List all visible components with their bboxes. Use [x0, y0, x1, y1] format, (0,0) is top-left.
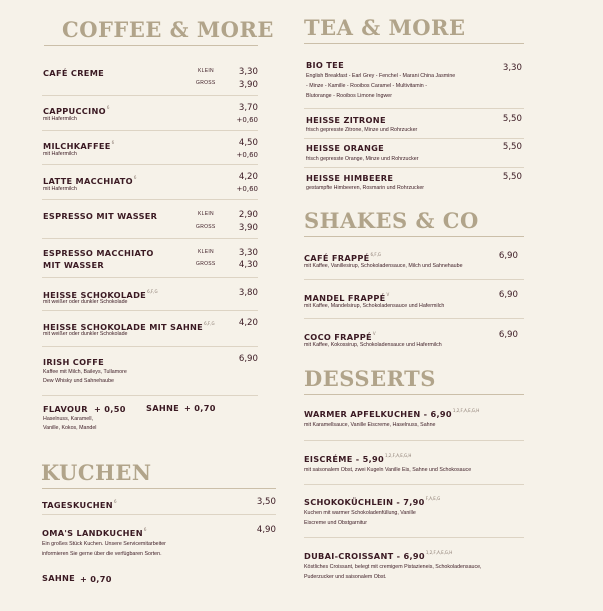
allergen-note: 6 [113, 499, 117, 504]
item-divider [42, 199, 258, 200]
item-divider [304, 138, 524, 139]
menu-item-description: mit Kaffee, Mandelsirup, Schokoladensauce und Hafermilch [304, 303, 445, 309]
allergen-note: 6 [106, 105, 110, 110]
flavour-options: Haselnuss, Karamell, [43, 416, 94, 422]
desserts-section-title: DESSERTS [304, 366, 436, 391]
item-divider [304, 108, 524, 109]
tea-title-divider [304, 43, 524, 44]
allergen-note: 6,F,G [204, 321, 215, 326]
item-divider [42, 238, 258, 239]
sahne-label: SAHNE [146, 403, 180, 413]
price-extra: +0,60 [236, 185, 258, 193]
menu-item-description: Kuchen mit warmer Schokoladenfüllung, Vanille [304, 510, 416, 516]
menu-item-name: LATTE MACCHIATO$^6$ [43, 175, 137, 186]
price-small: 3,30 [238, 248, 258, 258]
menu-item-description: mit saisonalem Obst, zwei Kugeln Vanille Eis, Sahne und Schokosauce [304, 467, 472, 473]
allergen-note: 1,2,F,A,E,G,H [452, 408, 480, 413]
size-label-small: KLEIN [198, 211, 214, 217]
menu-item-name: SCHOKOKÜCHLEIN - $7,90^{F,A,E,G}$ [304, 496, 441, 507]
menu-item-name: DUBAI-CROISSANT - $6,90^{1,2,F,A,E,G,H}$ [304, 550, 453, 561]
coffee-section-title: COFFEE & MORE [62, 17, 274, 42]
menu-item-description: gestampfte Himbeeren, Rosmarin und Rohrzucker [306, 185, 425, 191]
flavour-price: + 0,50 [94, 404, 126, 414]
item-divider [42, 277, 258, 278]
shakes-section-title: SHAKES & CO [304, 208, 479, 233]
allergen-note: V [372, 331, 376, 336]
item-divider [304, 279, 524, 280]
menu-item-description: Ein großes Stück Kuchen. Unsere Servicemitarbeiter [42, 541, 166, 547]
item-divider [42, 164, 258, 165]
item-divider [42, 514, 276, 515]
allergen-note: 6,F,G [370, 252, 382, 257]
price: 5,50 [502, 142, 522, 152]
price-large: 3,90 [238, 80, 258, 90]
menu-item-description: Köstliches Croissant, belegt mit cremigem Pistazieneis, Schokoladensauce, [304, 564, 482, 570]
price: 5,50 [502, 172, 522, 182]
menu-item-name: MILCHKAFFEE$^6$ [43, 140, 115, 151]
menu-item-description-line2: Dew Whisky und Sahnehaube [43, 378, 114, 384]
menu-item-name: HEISSE HIMBEERE [306, 173, 394, 183]
desserts-title-divider [304, 394, 524, 395]
menu-item-name: COCO $FRAPPÉ^V$ [304, 331, 376, 342]
menu-item-description-line3: Blutorange - Rooibos Limone Ingwer [306, 93, 392, 99]
allergen-note: 6 [143, 527, 147, 532]
menu-item-description-line2: - Minze - Kamille - Rooibos Caramel - Multivitamin - [306, 83, 427, 89]
allergen-note: F,A,E,G [425, 496, 441, 501]
menu-item-name: ESPRESSO MIT WASSER [43, 211, 158, 221]
item-divider [42, 346, 258, 347]
menu-item-description: frisch gepresste Orange, Minze und Rohrzucker [306, 156, 419, 162]
menu-item-description: mit Kaffee, Vanillesirup, Schokoladensauce, Milch und Sahnehaube [304, 263, 463, 269]
price: 6,90 [498, 290, 518, 300]
allergen-note: 1,2,F,A,E,G,H [425, 550, 453, 555]
kuchen-title-divider [42, 488, 276, 489]
menu-item-description: Kaffee mit Milch, Baileys, Tullamore [43, 369, 127, 375]
menu-item-description: mit Hafermilch [43, 116, 77, 122]
size-label-large: GROSS [196, 261, 216, 267]
menu-item-name: OMA'S LANDKUCHEN$^6$ [42, 527, 147, 538]
menu-item-description-line2: Eiscreme und Obstgarnitur [304, 520, 368, 526]
price: 5,50 [502, 114, 522, 124]
item-divider [304, 484, 524, 485]
size-label-small: KLEIN [198, 249, 214, 255]
price-small: 3,30 [238, 67, 258, 77]
price: 3,50 [256, 497, 276, 507]
item-divider [42, 130, 258, 131]
allergen-note: 1,2,F,A,E,G,H [384, 453, 412, 458]
item-divider [42, 395, 258, 396]
size-label-large: GROSS [196, 224, 216, 230]
price: 6,90 [238, 354, 258, 364]
item-divider [304, 318, 524, 319]
flavour-label: FLAVOUR [43, 404, 88, 414]
price: 3,30 [502, 63, 522, 73]
menu-item-name: ESPRESSO MACCHIATO [43, 248, 154, 258]
shakes-title-divider [304, 236, 524, 237]
price: 6,90 [498, 251, 518, 261]
price-extra: +0,60 [236, 151, 258, 159]
price: 4,20 [238, 318, 258, 328]
price-large: 4,30 [238, 260, 258, 270]
menu-item-description: mit Hafermilch [43, 151, 77, 157]
menu-item-description: mit Hafermilch [43, 186, 77, 192]
price-extra: +0,60 [236, 116, 258, 124]
menu-item-description-line2: informieren Sie gerne über die verfügbaren Sorten. [42, 551, 162, 557]
menu-item-description-line2: Puderzucker und saisonalem Obst. [304, 574, 387, 580]
menu-item-description: frisch gepresste Zitrone, Minze und Rohrzucker [306, 127, 418, 133]
menu-item-name: CAPPUCCINO$^6$ [43, 105, 110, 116]
menu-item-name: EISCRÉME - $5,90^{1,2,F,A,E,G,H}$ [304, 453, 412, 464]
menu-item-description: mit weißer oder dunkler Schokolade [43, 331, 128, 337]
sahne-price: + 0,70 [184, 403, 216, 413]
menu-item-name: CAFÉ $FRAPPÉ^{6,F,G}$ [304, 252, 382, 263]
menu-item-description: mit Kaffee, Kokossirup, Schokoladensauce und Hafermilch [304, 342, 442, 348]
kuchen-section-title: KUCHEN [41, 460, 152, 485]
item-divider [304, 167, 524, 168]
sahne-label: SAHNE [42, 573, 76, 583]
price: 3,80 [238, 288, 258, 298]
item-divider [304, 440, 524, 441]
price: 6,90 [498, 330, 518, 340]
item-divider [42, 310, 258, 311]
menu-item-description: mit weißer oder dunkler Schokolade [43, 299, 128, 305]
menu-item-name: WARMER APFELKUCHEN - $6,90^{1,2,F,A,E,G,H}$ [304, 408, 480, 419]
menu-item-name: HEISSE $SCHOKOLADE^{6,F,G}$ [43, 289, 158, 300]
menu-item-name: BIO TEE [306, 60, 344, 70]
menu-item-description: English Breakfast - Earl Grey - Fenchel - Marani China Jasmine [306, 73, 456, 79]
price-large: 3,90 [238, 223, 258, 233]
price: 4,50 [238, 138, 258, 148]
menu-item-name: CAFÉ CREME [43, 68, 105, 78]
menu-item-description: mit Karamellsauce, Vanille Eiscreme, Haselnuss, Sahne [304, 422, 436, 428]
menu-item-name-line2: MIT WASSER [43, 260, 104, 270]
price-small: 2,90 [238, 210, 258, 220]
price: 4,90 [256, 525, 276, 535]
sahne-price: + 0,70 [80, 574, 112, 584]
menu-item-name: HEISSE ZITRONE [306, 115, 386, 125]
coffee-title-divider [44, 45, 258, 46]
allergen-note: V [386, 292, 390, 297]
allergen-note: 6,F,G [147, 289, 158, 294]
allergen-note: 6 [133, 175, 137, 180]
size-label-small: KLEIN [198, 68, 214, 74]
price: 3,70 [238, 103, 258, 113]
menu-item-name: IRISH COFFE [43, 357, 105, 367]
menu-item-name: MANDEL $FRAPPÉ^V$ [304, 292, 390, 303]
tea-section-title: TEA & MORE [304, 15, 466, 40]
menu-item-name: HEISSE ORANGE [306, 143, 385, 153]
menu-item-name: HEISSE SCHOKOLADE MIT $SAHNE^{6,F,G}$ [43, 321, 215, 332]
allergen-note: 6 [111, 140, 115, 145]
item-divider [42, 95, 258, 96]
size-label-large: GROSS [196, 80, 216, 86]
menu-item-name: TAGESKUCHEN$^6$ [42, 499, 117, 510]
item-divider [304, 537, 524, 538]
price: 4,20 [238, 172, 258, 182]
flavour-options-line2: Vanille, Kokos, Mandel [43, 425, 97, 431]
